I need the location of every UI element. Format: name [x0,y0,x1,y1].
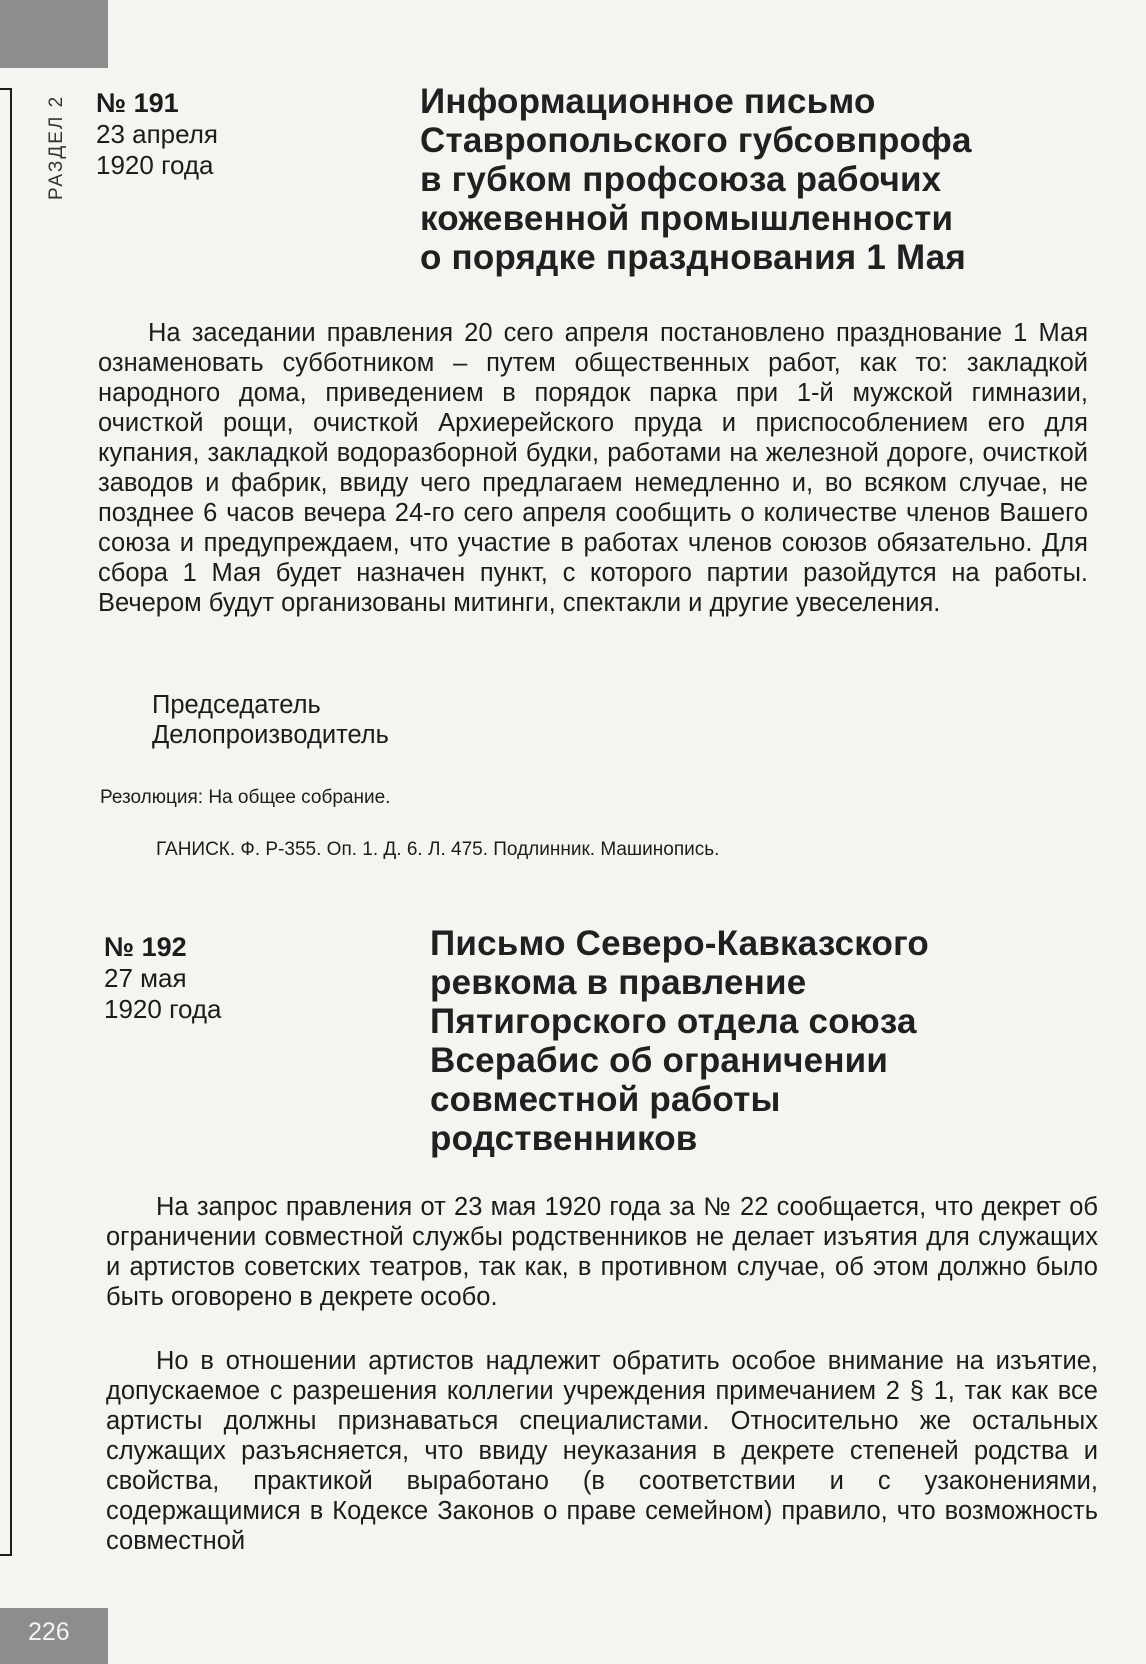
doc191-title-line: о порядке празднования 1 Мая [420,238,967,277]
doc192-title-line: родственников [430,1119,698,1158]
doc191-title [420,82,972,277]
doc191-meta [96,88,218,181]
doc191-resolution: Резолюция: На общее собрание. [100,787,391,808]
doc191-date-line1: 23 апреля [96,119,218,149]
doc191-date-line2: 1920 года [96,150,214,180]
doc191-title-line: кожевенной промышленности [420,199,954,238]
doc191-sign-chairman: Председатель [152,691,321,719]
doc192-title-line: совместной работы [430,1080,781,1119]
doc192-meta [104,932,222,1025]
doc191-number: № 191 [96,88,179,118]
doc192-paragraph-2: Но в отношении артистов надлежит обратить особое внимание на изъятие, допускаемое с разрешения коллегии учреждения примечанием 2 § 1, так как все артисты должны признаваться специалистами. Относительно же остальных служащих разъясняется, что ввиду неуказания в декрете степеней родства и свойства, практикой выработано (в соответствии и с узаконениями, содержащимися в Кодексе Законов о праве семейном) правило, что возможность совместной [106,1347,1098,1555]
doc191-title-line: Ставропольского губсовпрофа [420,121,972,160]
doc192-title-line: Всерабис об ограничении [430,1041,889,1080]
doc191-body: На заседании правления 20 сего апреля постановлено празднование 1 Мая ознаменовать субботником – путем общественных работ, как то: закладкой народного дома, приведением в порядок парка при 1-й мужской гимназии, очисткой рощи, очисткой Архиерейского пруда и приспособлением его для купания, закладкой водоразборной будки, работами на железной дороге, очисткой заводов и фабрик, ввиду чего предлагаем немедленно и, во всяком случае, не позднее 6 часов вечера 24-го сего апреля сообщить о количестве членов Вашего союза и предупреждаем, что участие в работах членов союзов обязательно. Для сбора 1 Мая будет назначен пункт, с которого партии разойдутся на работы. Вечером будут организованы митинги, спектакли и другие увеселения. [98,319,1088,617]
doc192-title [430,924,929,1158]
doc192-title-line: Письмо Северо-Кавказского [430,924,929,963]
doc192-number: № 192 [104,932,187,962]
doc192-date-line1: 27 мая [104,963,187,993]
doc191-title-line: в губком профсоюза рабочих [420,160,942,199]
doc192-date-line2: 1920 года [104,994,222,1024]
doc191-source: ГАНИСК. Ф. Р-355. Оп. 1. Д. 6. Л. 475. Подлинник. Машинопись. [156,839,720,860]
corner-decoration [0,0,108,68]
side-frame [0,88,12,1556]
doc191-sign-clerk: Делопроизводитель [152,721,389,749]
section-tab: РАЗДЕЛ 2 [46,94,67,200]
page-number: 226 [28,1618,70,1646]
doc191-title-line: Информационное письмо [420,82,876,121]
doc192-paragraph-1: На запрос правления от 23 мая 1920 года за № 22 сообщается, что декрет об ограничении совместной службы родственников не делает изъятия для служащих и артистов советских театров, так как, в противном случае, об этом должно было быть оговорено в декрете особо. [106,1193,1098,1311]
doc192-title-line: ревкома в правление [430,963,807,1002]
doc192-title-line: Пятигорского отдела союза [430,1002,917,1041]
